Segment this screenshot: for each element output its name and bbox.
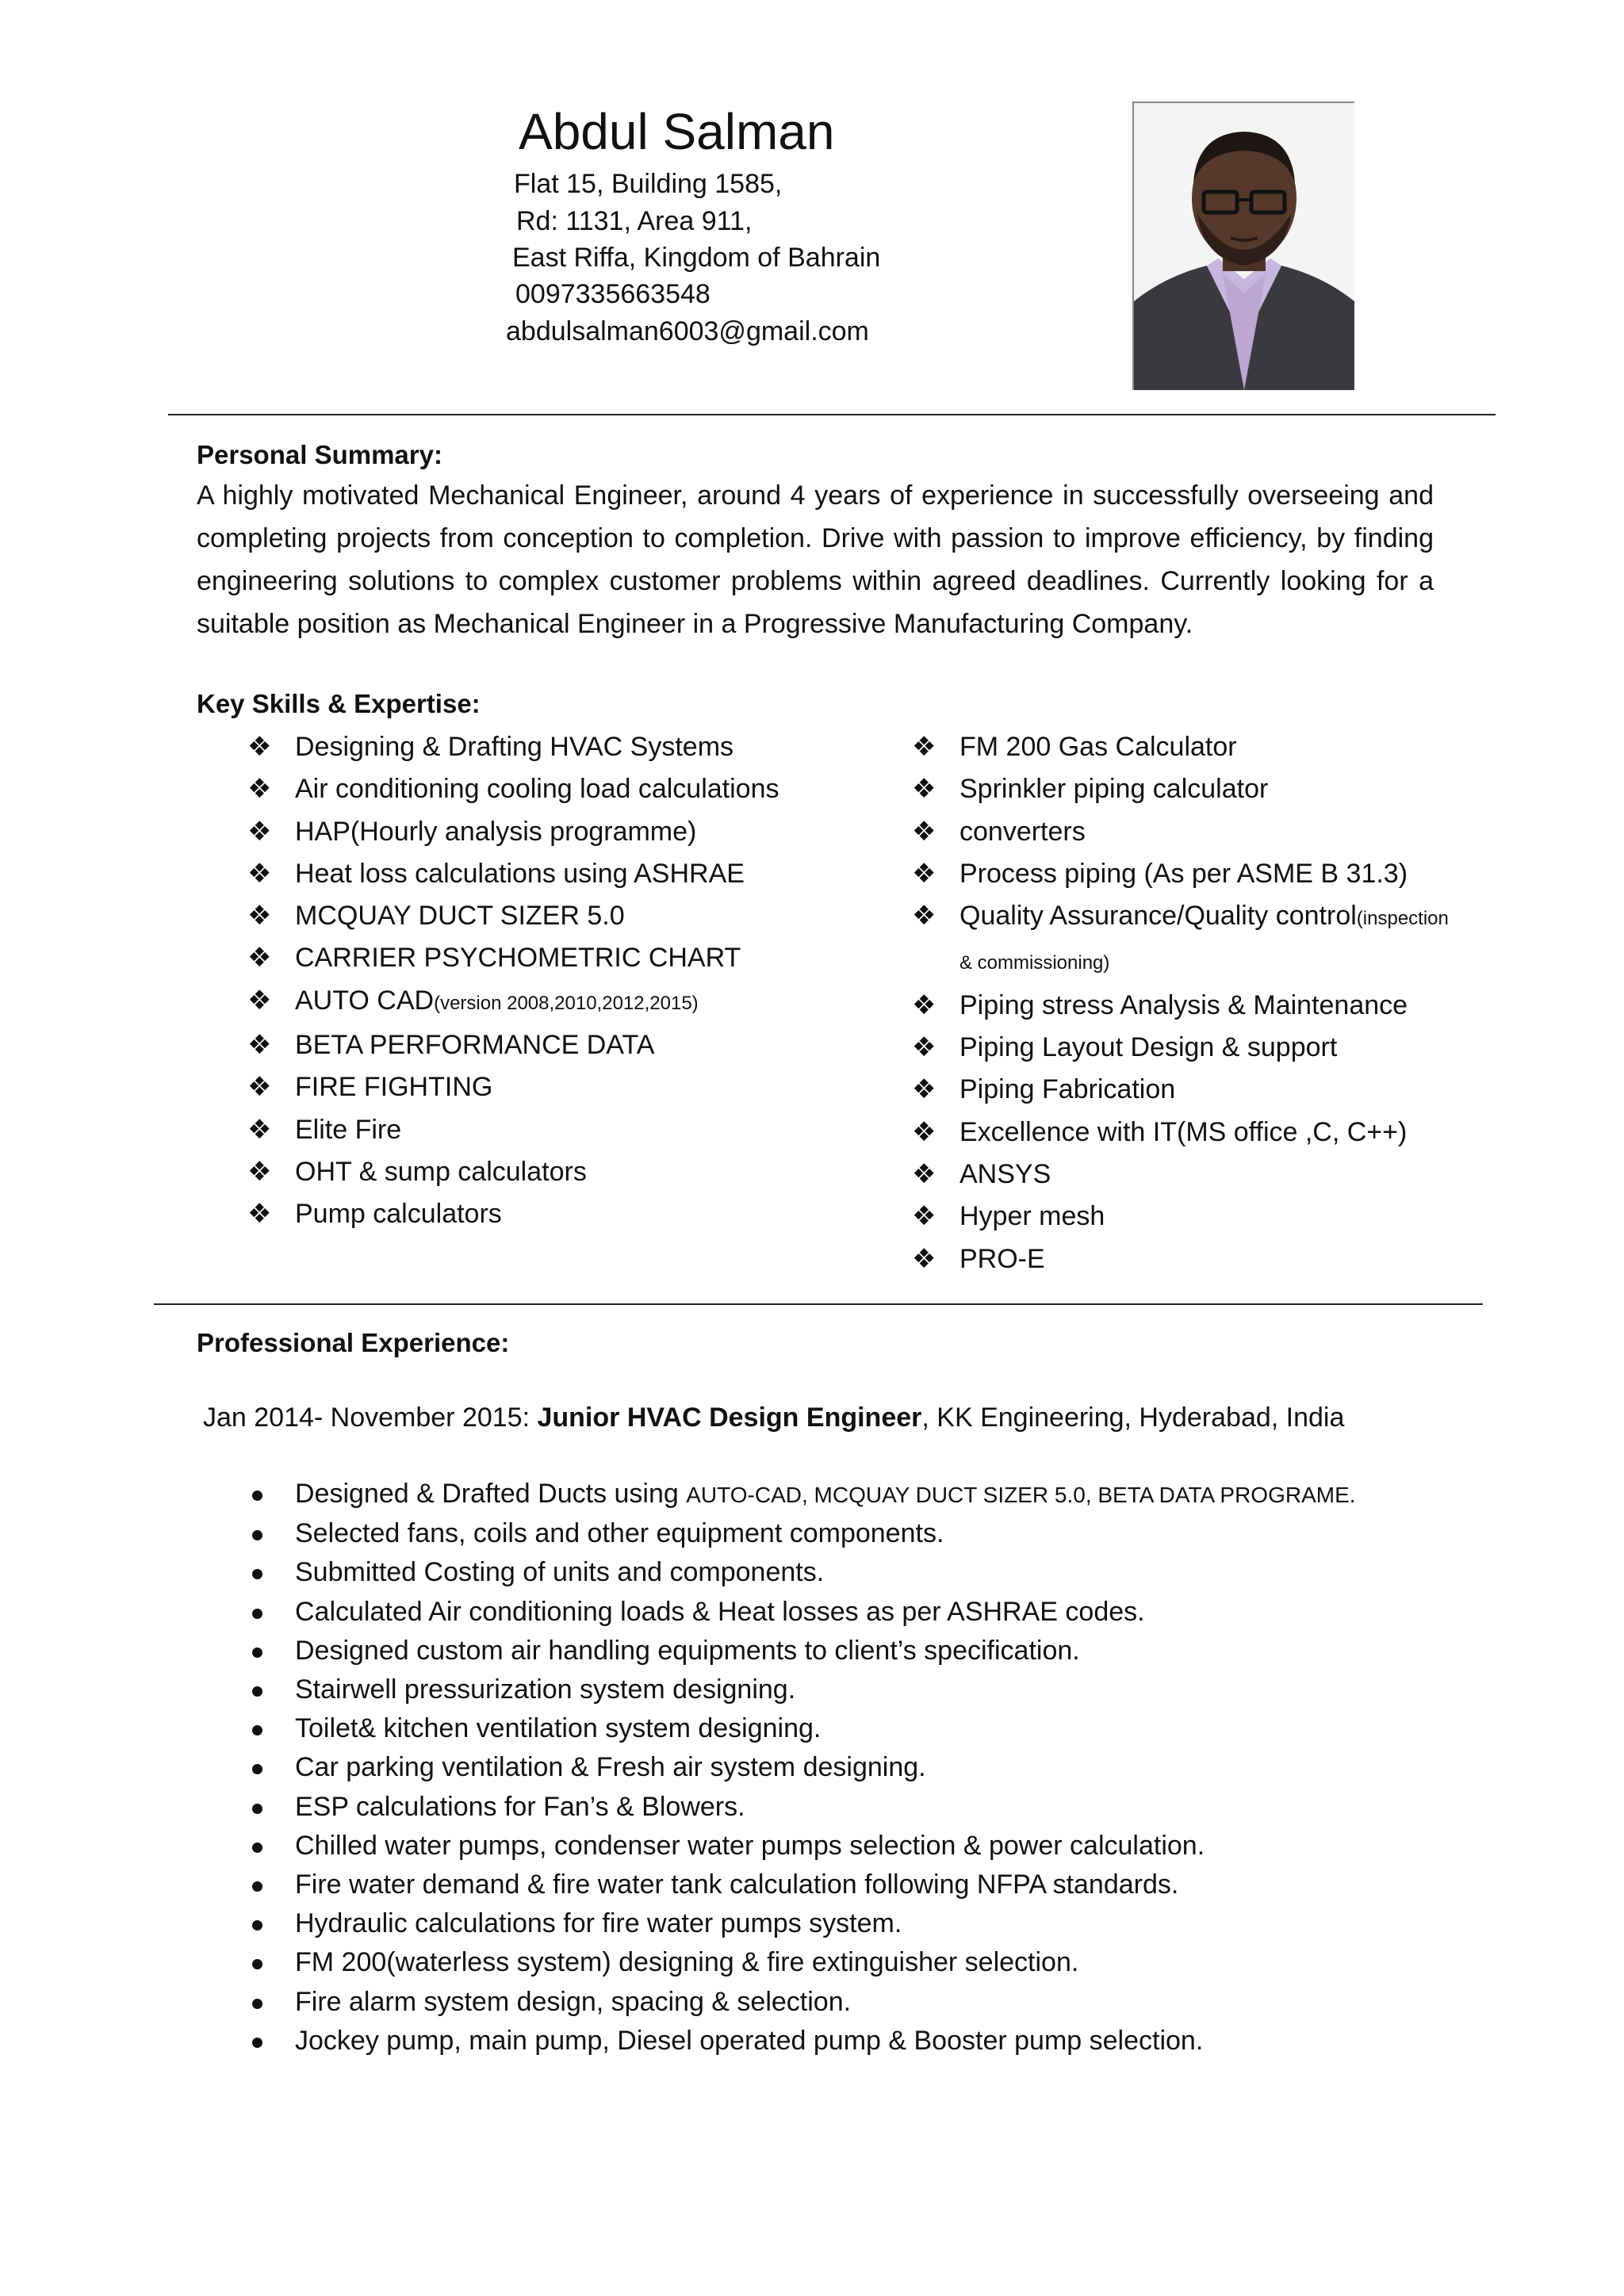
duty-item xyxy=(247,1593,1484,1632)
duty-item xyxy=(247,1943,1484,1982)
duty-text: Submitted Costing of units and components. xyxy=(295,1557,825,1588)
skill-label: Air conditioning cooling load calculations xyxy=(295,774,779,805)
email-address: abdulsalman6003@gmail.com xyxy=(506,316,869,346)
diamond-bullet-icon: ❖ xyxy=(247,1155,272,1188)
skill-item xyxy=(912,1027,1459,1069)
skill-note: (version 2008,2010,2012,2015) xyxy=(434,992,699,1014)
experience-heading: Professional Experience: xyxy=(197,1328,510,1357)
address-line-1: Flat 15, Building 1585, xyxy=(514,169,783,199)
profile-photo xyxy=(1132,101,1354,390)
address-line-2: Rd: 1131, Area 911, xyxy=(516,206,753,236)
skill-label: HAP(Hourly analysis programme) xyxy=(295,816,697,847)
diamond-bullet-icon: ❖ xyxy=(912,1242,936,1275)
bullet-dot-icon xyxy=(252,1569,262,1579)
diamond-bullet-icon: ❖ xyxy=(247,1113,272,1146)
bullet-dot-icon xyxy=(252,1999,262,2009)
skill-label: Excellence with IT(MS office ,C, C++) xyxy=(959,1116,1408,1147)
job-title: Junior HVAC Design Engineer xyxy=(537,1402,922,1433)
diamond-bullet-icon: ❖ xyxy=(912,857,936,890)
duty-text: Designed & Drafted Ducts using xyxy=(295,1479,687,1509)
summary-text: A highly motivated Mechanical Engineer, around 4 years of experience in successfully overseeing and completing projects from conception to completion. Drive with passion to improve efficiency, by finding engineering solutions to complex customer problems within agreed deadlines. Currently looking for a suitable position as Mechanical Engineer in a Progressive Manufacturing Company. xyxy=(197,480,1434,639)
duty-text: FM 200(waterless system) designing & fire extinguisher selection. xyxy=(295,1947,1079,1978)
diamond-bullet-icon: ❖ xyxy=(247,1071,272,1104)
profile-photo-illustration xyxy=(1134,103,1354,390)
diamond-bullet-icon: ❖ xyxy=(912,1200,936,1233)
bullet-dot-icon xyxy=(252,1843,262,1853)
diamond-bullet-icon: ❖ xyxy=(247,1029,272,1062)
duty-text: Calculated Air conditioning loads & Heat losses as per ASHRAE codes. xyxy=(295,1596,1145,1627)
diamond-bullet-icon: ❖ xyxy=(912,989,936,1021)
bullet-dot-icon xyxy=(252,1764,262,1774)
diamond-bullet-icon: ❖ xyxy=(912,731,936,763)
diamond-bullet-icon: ❖ xyxy=(247,984,272,1016)
header-divider xyxy=(168,414,1496,415)
duty-text: Jockey pump, main pump, Diesel operated pump & Booster pump selection. xyxy=(295,2025,1204,2056)
skill-note: (inspection & commissioning) xyxy=(959,908,1449,974)
skill-item xyxy=(247,811,898,853)
duty-text: Fire alarm system design, spacing & selection. xyxy=(295,1986,852,2017)
duty-text: ESP calculations for Fan’s & Blowers. xyxy=(295,1791,745,1822)
skill-item xyxy=(247,768,898,810)
duty-item xyxy=(247,1632,1484,1670)
duty-item xyxy=(247,1514,1484,1553)
diamond-bullet-icon: ❖ xyxy=(912,1073,936,1106)
skills-divider xyxy=(154,1303,1483,1305)
duty-item xyxy=(247,1670,1484,1709)
duty-item xyxy=(247,1553,1484,1592)
diamond-bullet-icon: ❖ xyxy=(912,1115,936,1148)
skill-item xyxy=(247,1151,898,1193)
bullet-dot-icon xyxy=(252,1959,262,1969)
bullet-dot-icon xyxy=(252,1725,262,1735)
diamond-bullet-icon: ❖ xyxy=(912,1031,936,1064)
diamond-bullet-icon: ❖ xyxy=(247,857,272,890)
phone-number: 0097335663548 xyxy=(515,279,710,309)
duties-list xyxy=(247,1475,1484,2061)
skill-item xyxy=(247,1024,898,1066)
duty-text: Selected fans, coils and other equipment components. xyxy=(295,1518,944,1549)
skill-label: Process piping (As per ASME B 31.3) xyxy=(959,858,1408,889)
address-line-3: East Riffa, Kingdom of Bahrain xyxy=(512,243,881,273)
skill-label: Hyper mesh xyxy=(959,1201,1105,1232)
bullet-dot-icon xyxy=(252,1530,262,1540)
skills-list-right xyxy=(912,726,1459,1280)
skill-item xyxy=(247,853,898,895)
job-period: Jan 2014- November 2015: xyxy=(203,1402,538,1433)
skill-item xyxy=(247,1193,898,1235)
duty-text: Toilet& kitchen ventilation system designing. xyxy=(295,1713,822,1744)
skill-label: converters xyxy=(959,816,1086,847)
diamond-bullet-icon: ❖ xyxy=(247,815,272,848)
skill-label: CARRIER PSYCHOMETRIC CHART xyxy=(295,943,741,974)
skill-item xyxy=(912,1196,1459,1238)
skill-item xyxy=(912,726,1459,768)
diamond-bullet-icon: ❖ xyxy=(247,900,272,932)
bullet-dot-icon xyxy=(252,1686,262,1697)
skill-label: FIRE FIGHTING xyxy=(295,1072,493,1103)
skill-item xyxy=(912,1238,1459,1280)
skill-label: FM 200 Gas Calculator xyxy=(959,732,1237,762)
duty-item xyxy=(247,1983,1484,2022)
skill-item xyxy=(247,726,898,768)
bullet-dot-icon xyxy=(252,1804,262,1814)
duty-item xyxy=(247,2022,1484,2061)
skill-label: AUTO CAD xyxy=(295,985,435,1016)
skill-label: BETA PERFORMANCE DATA xyxy=(295,1030,655,1061)
skill-label: Heat loss calculations using ASHRAE xyxy=(295,858,745,889)
skill-item xyxy=(247,1066,898,1108)
diamond-bullet-icon: ❖ xyxy=(912,773,936,806)
bullet-dot-icon xyxy=(252,2038,262,2048)
summary-heading: Personal Summary: xyxy=(197,440,442,469)
skill-label: Piping Layout Design & support xyxy=(959,1032,1338,1063)
bullet-dot-icon xyxy=(252,1881,262,1892)
skill-label: Piping stress Analysis & Maintenance xyxy=(959,989,1408,1020)
skill-item xyxy=(912,1112,1459,1154)
skill-label: PRO-E xyxy=(959,1243,1045,1274)
skill-label: Designing & Drafting HVAC Systems xyxy=(295,732,734,762)
duty-item xyxy=(247,1475,1484,1514)
skill-label: Quality Assurance/Quality control xyxy=(959,901,1357,932)
skill-label: OHT & sump calculators xyxy=(295,1156,587,1187)
diamond-bullet-icon: ❖ xyxy=(247,942,272,974)
bullet-dot-icon xyxy=(252,1609,262,1619)
diamond-bullet-icon: ❖ xyxy=(912,900,936,932)
skill-item xyxy=(247,895,898,937)
skill-item xyxy=(912,895,1459,985)
skill-item xyxy=(247,1109,898,1151)
skill-item xyxy=(247,980,898,1024)
job-entry xyxy=(203,1400,1344,1435)
duty-tools: AUTO-CAD, MCQUAY DUCT SIZER 5.0, BETA DATA PROGRAME. xyxy=(686,1483,1356,1507)
skill-item xyxy=(912,1069,1459,1111)
duty-text: Stairwell pressurization system designing. xyxy=(295,1674,796,1705)
skill-item xyxy=(912,811,1459,853)
duty-text: Designed custom air handling equipments to client’s specification. xyxy=(295,1635,1080,1666)
job-company: , KK Engineering, Hyderabad, India xyxy=(921,1402,1345,1433)
duty-text: Car parking ventilation & Fresh air system designing. xyxy=(295,1752,926,1783)
bullet-dot-icon xyxy=(252,1490,262,1501)
skills-list-left xyxy=(247,726,898,1236)
duty-item xyxy=(247,1788,1484,1827)
skill-item xyxy=(912,768,1459,810)
skill-label: Piping Fabrication xyxy=(959,1074,1176,1105)
duty-text: Hydraulic calculations for fire water pumps system. xyxy=(295,1908,902,1939)
skill-item xyxy=(247,937,898,979)
bullet-dot-icon xyxy=(252,1920,262,1931)
duty-item xyxy=(247,1709,1484,1748)
duty-item xyxy=(247,1827,1484,1866)
candidate-name: Abdul Salman xyxy=(519,103,835,160)
skill-label: ANSYS xyxy=(959,1158,1051,1189)
skill-label: Elite Fire xyxy=(295,1114,402,1145)
duty-item xyxy=(247,1904,1484,1943)
diamond-bullet-icon: ❖ xyxy=(247,773,272,806)
diamond-bullet-icon: ❖ xyxy=(247,731,272,763)
skill-label: MCQUAY DUCT SIZER 5.0 xyxy=(295,901,625,932)
duty-text: Chilled water pumps, condenser water pumps selection & power calculation. xyxy=(295,1830,1205,1861)
skill-label: Sprinkler piping calculator xyxy=(959,774,1269,805)
skill-item xyxy=(912,853,1459,895)
skills-heading: Key Skills & Expertise: xyxy=(197,689,481,718)
duty-item xyxy=(247,1748,1484,1787)
skill-item xyxy=(912,985,1459,1027)
skill-item xyxy=(912,1154,1459,1196)
duty-item xyxy=(247,1866,1484,1904)
skill-label: Pump calculators xyxy=(295,1199,502,1230)
diamond-bullet-icon: ❖ xyxy=(912,1158,936,1190)
duty-text: Fire water demand & fire water tank calculation following NFPA standards. xyxy=(295,1869,1179,1900)
diamond-bullet-icon: ❖ xyxy=(247,1198,272,1230)
diamond-bullet-icon: ❖ xyxy=(912,815,936,848)
bullet-dot-icon xyxy=(252,1647,262,1658)
